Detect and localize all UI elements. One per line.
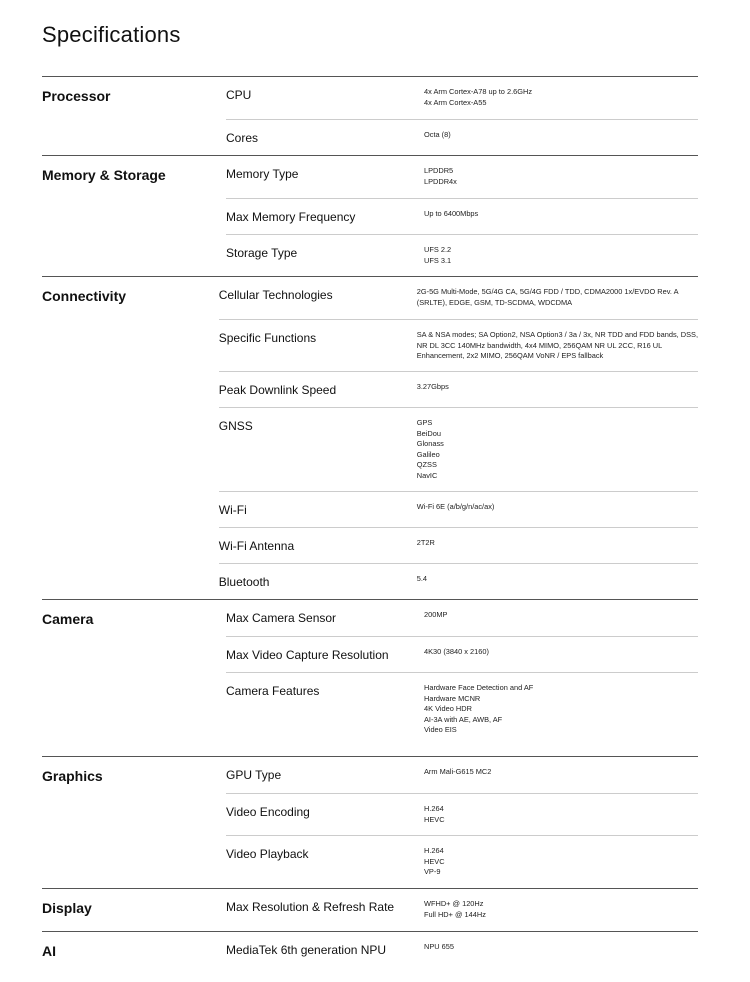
spec-value-line: AI-3A with AE, AWB, AF — [424, 714, 503, 724]
spec-row — [219, 491, 698, 527]
section-label: Camera — [42, 611, 94, 627]
spec-value — [424, 836, 698, 888]
spec-value — [424, 794, 698, 835]
spec-value — [417, 528, 698, 563]
spec-row — [219, 371, 698, 407]
spec-value-line: Galileo — [416, 449, 440, 459]
spec-value-line: Wi-Fi 6E (a/b/g/n/ac/ax) — [416, 502, 495, 511]
spec-value — [417, 492, 698, 527]
section-rows — [226, 156, 698, 276]
spec-value-line: SA & NSA modes; SA Option2, NSA Option3 / 3a / 3x, NR TDD and FDD bands, DSS, — [416, 330, 698, 339]
spec-label: Video Encoding — [226, 805, 310, 819]
spec-section — [42, 888, 698, 931]
spec-section — [42, 276, 698, 599]
spec-label: Wi-Fi Antenna — [218, 539, 295, 553]
spec-value-line: NavIC — [416, 470, 438, 480]
spec-value-line: H.264 — [424, 804, 444, 813]
spec-value-line: 4x Arm Cortex-A55 — [424, 97, 487, 107]
spec-row — [226, 77, 698, 119]
spec-value — [424, 120, 698, 155]
spec-value — [424, 600, 698, 636]
specifications-table — [42, 76, 698, 974]
spec-value — [424, 757, 698, 793]
spec-label: Video Playback — [226, 847, 309, 861]
spec-value-line: Full HD+ @ 144Hz — [424, 909, 486, 919]
spec-row — [219, 319, 698, 371]
spec-section — [42, 756, 698, 888]
spec-row — [226, 672, 698, 756]
spec-value-line: 3.27Gbps — [416, 382, 449, 391]
spec-value-line: GPS — [416, 418, 433, 427]
spec-value — [424, 889, 698, 931]
section-rows — [226, 889, 698, 931]
section-label: Connectivity — [42, 288, 127, 304]
spec-label: Memory Type — [226, 167, 299, 181]
spec-value-line: LPDDR5 — [424, 166, 454, 175]
spec-value — [424, 77, 698, 119]
spec-section — [42, 76, 698, 155]
spec-row — [226, 889, 698, 931]
spec-value — [417, 564, 698, 599]
spec-label: Bluetooth — [218, 575, 270, 589]
spec-label: Peak Downlink Speed — [218, 383, 337, 397]
spec-value-line: Enhancement, 2x2 MIMO, 256QAM VoNR / EPS fallback — [416, 351, 604, 361]
spec-label: Camera Features — [226, 684, 320, 698]
spec-row — [226, 600, 698, 636]
spec-row — [226, 932, 698, 974]
section-label: Memory & Storage — [42, 167, 166, 183]
spec-value-line: 2G-5G Multi-Mode, 5G/4G CA, 5G/4G FDD / TDD, CDMA2000 1x/EVDO Rev. A — [416, 287, 679, 296]
spec-value-line: NPU 655 — [424, 942, 454, 951]
spec-value — [417, 277, 698, 319]
spec-value — [424, 156, 698, 198]
spec-label: Max Resolution & Refresh Rate — [226, 900, 395, 914]
spec-value-line: H.264 — [424, 846, 444, 855]
spec-value-line: 200MP — [424, 610, 448, 619]
spec-value-line: LPDDR4x — [424, 176, 457, 186]
spec-label: Max Camera Sensor — [226, 611, 337, 625]
spec-value-line: Video EIS — [424, 725, 457, 735]
spec-value-line: Arm Mali-G615 MC2 — [424, 767, 492, 776]
spec-value-line: 5.4 — [416, 574, 428, 583]
spec-value-line: Glonass — [416, 439, 444, 449]
spec-section — [42, 931, 698, 974]
spec-value — [424, 932, 698, 974]
section-label: Processor — [42, 88, 111, 104]
spec-label: Specific Functions — [218, 331, 317, 345]
spec-value-line: 4K Video HDR — [424, 704, 472, 714]
spec-row — [226, 636, 698, 672]
spec-value — [417, 372, 698, 407]
spec-value-line: Hardware Face Detection and AF — [424, 683, 534, 692]
spec-section — [42, 155, 698, 276]
spec-label: Max Memory Frequency — [226, 210, 356, 224]
spec-label: GPU Type — [226, 768, 282, 782]
spec-value-line: UFS 2.2 — [424, 245, 452, 254]
spec-label: Storage Type — [226, 246, 298, 260]
spec-value-line: HEVC — [424, 856, 445, 866]
spec-label: MediaTek 6th generation NPU — [226, 943, 387, 957]
spec-row — [226, 119, 698, 155]
spec-value — [417, 320, 698, 371]
spec-row — [226, 793, 698, 835]
section-label: Graphics — [42, 768, 103, 784]
spec-row — [226, 234, 698, 276]
spec-value-line: Octa (8) — [424, 130, 451, 139]
spec-value — [424, 637, 698, 672]
spec-label: Cellular Technologies — [218, 288, 333, 302]
spec-label: GNSS — [218, 419, 253, 433]
section-rows — [219, 277, 698, 599]
spec-row — [226, 198, 698, 234]
spec-value-line: 2T2R — [416, 538, 435, 547]
spec-row — [219, 277, 698, 319]
spec-value — [424, 199, 698, 234]
spec-row — [226, 156, 698, 198]
spec-label: CPU — [226, 88, 252, 102]
spec-value-line: (SRLTE), EDGE, GSM, TD-SCDMA, WDCDMA — [416, 297, 573, 307]
spec-label: Cores — [226, 131, 259, 145]
spec-value-line: 4x Arm Cortex-A78 up to 2.6GHz — [424, 87, 533, 96]
spec-value-line: Hardware MCNR — [424, 693, 481, 703]
spec-value — [417, 408, 698, 491]
spec-value-line: VP-9 — [424, 867, 441, 877]
spec-row — [226, 757, 698, 793]
spec-value-line: 4K30 (3840 x 2160) — [424, 647, 489, 656]
spec-section — [42, 599, 698, 756]
spec-label: Max Video Capture Resolution — [226, 648, 389, 662]
spec-row — [219, 407, 698, 491]
section-rows — [226, 932, 698, 974]
spec-row — [219, 527, 698, 563]
spec-value-line: Up to 6400Mbps — [424, 209, 479, 218]
spec-value-line: UFS 3.1 — [424, 255, 452, 265]
section-rows — [226, 600, 698, 756]
page-title: Specifications — [42, 22, 181, 47]
section-label: AI — [42, 943, 56, 959]
section-label: Display — [42, 900, 92, 916]
spec-value — [424, 235, 698, 276]
spec-value-line: BeiDou — [416, 428, 441, 438]
spec-row — [219, 563, 698, 599]
section-rows — [226, 757, 698, 888]
spec-row — [226, 835, 698, 888]
spec-value-line: HEVC — [424, 814, 445, 824]
spec-value-line: NR DL 3CC 140MHz bandwidth, 4x4 MIMO, 256QAM NR UL 2CC, R16 UL — [416, 340, 663, 350]
spec-value — [424, 673, 698, 756]
spec-value-line: QZSS — [416, 460, 437, 470]
spec-label: Wi-Fi — [218, 503, 247, 517]
section-rows — [226, 77, 698, 155]
spec-value-line: WFHD+ @ 120Hz — [424, 899, 484, 908]
